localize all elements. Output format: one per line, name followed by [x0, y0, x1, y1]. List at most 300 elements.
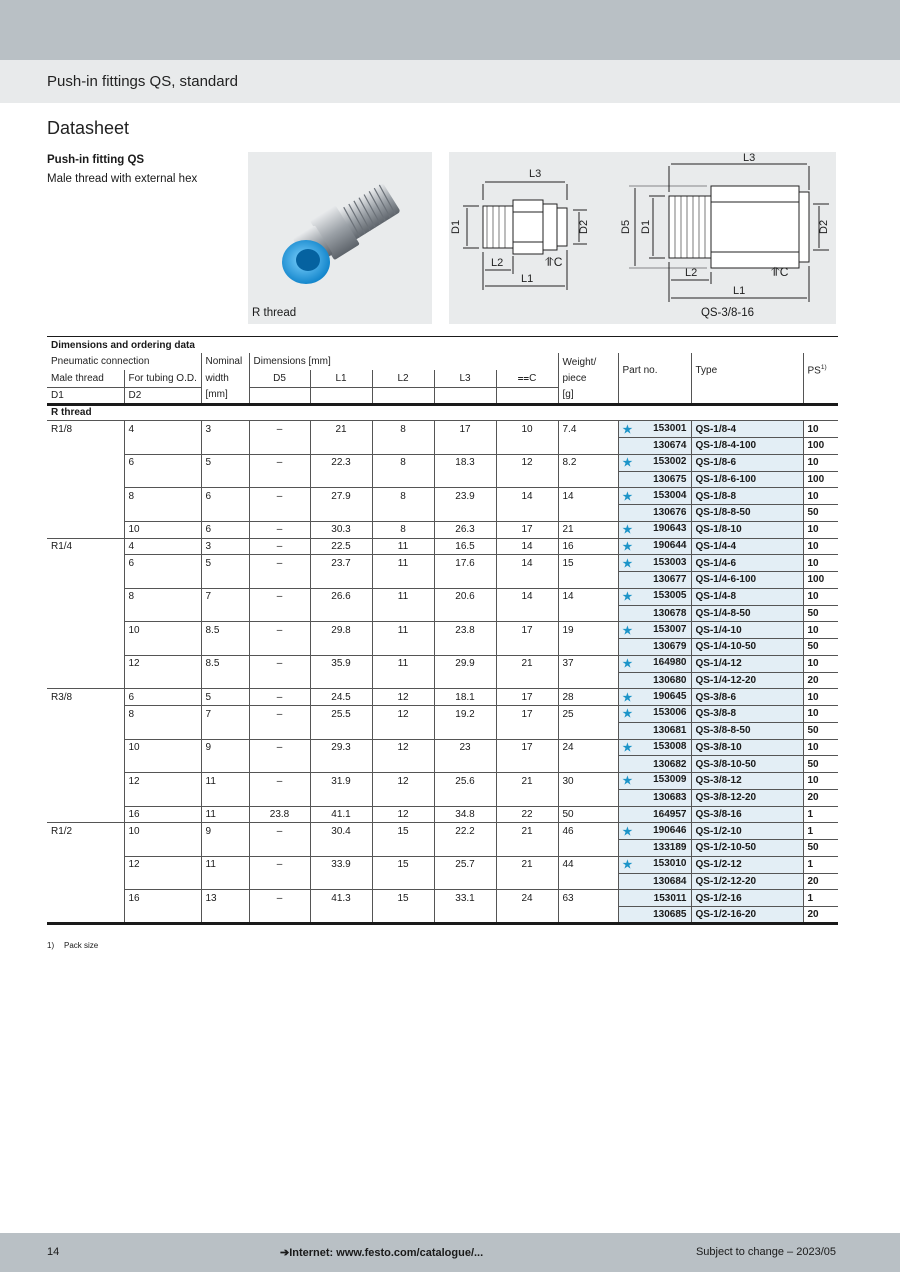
- cell-hex: [496, 521, 558, 538]
- cell-tube: [124, 605, 201, 622]
- cell-thread: [47, 655, 124, 672]
- value-w: 46: [562, 825, 574, 837]
- product-title: Push-in fitting QS: [47, 154, 145, 166]
- cell-tube: [124, 421, 201, 438]
- cell-nw: [201, 438, 249, 455]
- value-type: QS-1/2-16: [695, 892, 742, 904]
- value-d5: –: [276, 591, 283, 603]
- cell-tube: [124, 521, 201, 538]
- table-head: [47, 337, 838, 421]
- cell-w: [558, 789, 618, 806]
- value-type: QS-3/8-16: [695, 808, 742, 820]
- cell-d5: [249, 689, 310, 706]
- cell-l3: [434, 421, 496, 438]
- cell-part: [618, 907, 691, 924]
- cell-l2: [372, 421, 434, 438]
- cell-l1: [310, 505, 372, 522]
- footnote-number: 1): [47, 941, 55, 950]
- value-part: 153005: [653, 590, 687, 602]
- cell-nw: [201, 555, 249, 572]
- table-row: [47, 555, 838, 572]
- table-row: [47, 505, 838, 522]
- value-ps: 1: [807, 825, 814, 837]
- top-bar: [0, 0, 900, 60]
- cell-l1: [310, 521, 372, 538]
- cell-tube: [124, 773, 201, 790]
- star-icon: ★: [622, 557, 633, 570]
- cell-l2: [372, 588, 434, 605]
- cell-hex: [496, 773, 558, 790]
- cell-nw: [201, 538, 249, 555]
- table-row: [47, 840, 838, 857]
- cell-tube: [124, 588, 201, 605]
- cell-thread: [47, 907, 124, 924]
- value-w: 7.4: [562, 423, 577, 435]
- cell-d5: [249, 488, 310, 505]
- value-nw: 3: [205, 423, 212, 435]
- value-w: 30: [562, 775, 574, 787]
- value-hex: 21: [521, 825, 533, 837]
- table-row: [47, 739, 838, 756]
- page-number: 14: [47, 1246, 60, 1258]
- value-ps: 1: [807, 892, 814, 904]
- table-row: [47, 488, 838, 505]
- value-part: 153006: [653, 707, 687, 719]
- cell-part: [618, 739, 691, 756]
- cell-l1: [310, 488, 372, 505]
- table-row: [47, 421, 838, 438]
- cell-nw: [201, 505, 249, 522]
- value-type: QS-1/8-4: [695, 423, 737, 435]
- value-l3: 17: [459, 423, 471, 435]
- cell-ps: [803, 873, 838, 890]
- cell-type: [691, 438, 803, 455]
- value-nw: 11: [205, 775, 216, 787]
- value-hex: 12: [521, 457, 533, 469]
- cell-type: [691, 823, 803, 840]
- cell-part: [618, 840, 691, 857]
- cell-thread: [47, 706, 124, 723]
- value-l1: 30.4: [331, 825, 351, 837]
- value-l3: 25.6: [455, 775, 475, 787]
- cell-l3: [434, 722, 496, 739]
- header-ps-cell: [803, 353, 838, 387]
- cell-nw: [201, 672, 249, 689]
- cell-w: [558, 538, 618, 555]
- cell-l1: [310, 773, 372, 790]
- value-type: QS-1/4-8-50: [695, 607, 751, 619]
- ordering-table: [47, 336, 838, 925]
- header-ps: PS: [807, 365, 821, 377]
- value-l1: 24.5: [331, 691, 351, 703]
- header-pneumatic: Pneumatic connection: [51, 356, 150, 368]
- cell-d5: [249, 454, 310, 471]
- cell-nw: [201, 856, 249, 873]
- table-row: [47, 773, 838, 790]
- value-w: 44: [562, 859, 574, 871]
- value-ps: 50: [807, 607, 819, 619]
- cell-w: [558, 572, 618, 589]
- cell-l2: [372, 907, 434, 924]
- value-l3: 23.9: [455, 490, 475, 502]
- table-row: [47, 789, 838, 806]
- table-row: [47, 856, 838, 873]
- value-part: 130683: [653, 792, 687, 804]
- cell-l3: [434, 438, 496, 455]
- cell-d5: [249, 789, 310, 806]
- value-l1: 23.7: [331, 557, 351, 569]
- cell-hex: [496, 907, 558, 924]
- cell-part: [618, 555, 691, 572]
- value-thread: R1/2: [51, 825, 73, 837]
- table-row: [47, 806, 838, 823]
- cell-part: [618, 505, 691, 522]
- cell-d5: [249, 907, 310, 924]
- cell-nw: [201, 756, 249, 773]
- header-g: [g]: [558, 387, 618, 404]
- cell-type: [691, 873, 803, 890]
- value-type: QS-1/4-8: [695, 591, 737, 603]
- cell-d5: [249, 840, 310, 857]
- cell-l2: [372, 806, 434, 823]
- cell-ps: [803, 588, 838, 605]
- label-l1-right: L1: [733, 285, 746, 297]
- cell-hex: [496, 454, 558, 471]
- cell-l2: [372, 438, 434, 455]
- value-ps: 10: [807, 524, 819, 536]
- value-ps: 10: [807, 540, 819, 552]
- value-l1: 31.9: [331, 775, 351, 787]
- value-hex: 17: [521, 524, 533, 536]
- cell-tube: [124, 572, 201, 589]
- value-ps: 20: [807, 792, 819, 804]
- value-type: QS-3/8-6: [695, 691, 737, 703]
- value-ps: 10: [807, 775, 819, 787]
- cell-l2: [372, 521, 434, 538]
- cell-ps: [803, 471, 838, 488]
- value-l1: 26.6: [331, 591, 351, 603]
- header-band: [0, 60, 900, 103]
- value-tube: 6: [128, 557, 135, 569]
- cell-d5: [249, 856, 310, 873]
- cell-l1: [310, 438, 372, 455]
- footer-bar: [0, 1233, 900, 1272]
- value-part: 130677: [653, 574, 687, 586]
- cell-type: [691, 672, 803, 689]
- cell-d5: [249, 421, 310, 438]
- value-d5: –: [276, 658, 283, 670]
- cell-w: [558, 773, 618, 790]
- cell-type: [691, 789, 803, 806]
- cell-tube: [124, 722, 201, 739]
- value-type: QS-1/2-12-20: [695, 875, 757, 887]
- photo-caption: R thread: [252, 307, 297, 319]
- cell-thread: [47, 672, 124, 689]
- table-row: [47, 639, 838, 656]
- value-hex: 24: [521, 892, 533, 904]
- section-r-thread: R thread: [47, 404, 838, 421]
- internet-link[interactable]: ➔Internet: www.festo.com/catalogue/...: [280, 1247, 484, 1259]
- cell-part: [618, 856, 691, 873]
- cell-l3: [434, 706, 496, 723]
- cell-type: [691, 756, 803, 773]
- cell-type: [691, 471, 803, 488]
- table-row: [47, 907, 838, 924]
- cell-d5: [249, 471, 310, 488]
- cell-l1: [310, 421, 372, 438]
- value-part: 130685: [653, 908, 687, 920]
- header-weight-group: [558, 353, 618, 387]
- cell-thread: [47, 756, 124, 773]
- cell-nw: [201, 840, 249, 857]
- value-part: 190645: [653, 690, 687, 702]
- cell-nw: [201, 706, 249, 723]
- cell-part: [618, 706, 691, 723]
- value-type: QS-1/4-12: [695, 658, 742, 670]
- value-type: QS-3/8-8: [695, 708, 737, 720]
- value-ps: 100: [807, 574, 825, 586]
- cell-d5: [249, 555, 310, 572]
- drawing-caption: QS-3/8-16: [700, 307, 754, 319]
- cell-part: [618, 890, 691, 907]
- cell-thread: [47, 806, 124, 823]
- value-hex: 17: [521, 708, 533, 720]
- value-l2: 15: [397, 825, 409, 837]
- value-part: 153001: [653, 422, 687, 434]
- cell-d5: [249, 739, 310, 756]
- cell-part: [618, 773, 691, 790]
- cell-part: [618, 689, 691, 706]
- cell-type: [691, 706, 803, 723]
- cell-l2: [372, 555, 434, 572]
- cell-l1: [310, 823, 372, 840]
- value-part: 130684: [653, 875, 687, 887]
- value-ps: 100: [807, 440, 825, 452]
- cell-l3: [434, 639, 496, 656]
- value-d5: –: [276, 540, 283, 552]
- cell-l3: [434, 840, 496, 857]
- footnote-text: Pack size: [64, 941, 99, 950]
- value-part: 153002: [653, 456, 687, 468]
- value-l2: 8: [400, 423, 406, 435]
- cell-l1: [310, 454, 372, 471]
- value-ps: 50: [807, 641, 819, 653]
- cell-ps: [803, 689, 838, 706]
- table-row: [47, 588, 838, 605]
- cell-nw: [201, 722, 249, 739]
- cell-ps: [803, 421, 838, 438]
- cell-part: [618, 806, 691, 823]
- value-tube: 8: [128, 708, 135, 720]
- cell-w: [558, 588, 618, 605]
- star-icon: ★: [622, 825, 633, 838]
- value-l2: 11: [397, 540, 409, 552]
- cell-nw: [201, 639, 249, 656]
- cell-w: [558, 722, 618, 739]
- value-part: 153008: [653, 740, 687, 752]
- value-l3: 18.3: [455, 457, 475, 469]
- cell-ps: [803, 890, 838, 907]
- cell-l1: [310, 588, 372, 605]
- cell-hex: [496, 873, 558, 890]
- product-subtitle: Male thread with external hex: [47, 173, 198, 185]
- cell-d5: [249, 538, 310, 555]
- cell-ps: [803, 438, 838, 455]
- cell-thread: [47, 856, 124, 873]
- cell-hex: [496, 689, 558, 706]
- star-icon: ★: [622, 540, 633, 553]
- value-w: 8.2: [562, 457, 577, 469]
- value-l3: 26.3: [455, 524, 475, 536]
- cell-part: [618, 789, 691, 806]
- value-hex: 17: [521, 691, 533, 703]
- value-hex: 21: [521, 775, 533, 787]
- cell-w: [558, 555, 618, 572]
- cell-l3: [434, 622, 496, 639]
- cell-hex: [496, 538, 558, 555]
- value-part: 153011: [653, 892, 687, 904]
- value-nw: 5: [205, 457, 212, 469]
- value-type: QS-1/8-8: [695, 490, 737, 502]
- cell-nw: [201, 739, 249, 756]
- cell-type: [691, 655, 803, 672]
- star-icon: ★: [622, 658, 633, 671]
- table-row: [47, 655, 838, 672]
- cell-l3: [434, 873, 496, 890]
- cell-tube: [124, 555, 201, 572]
- value-part: 153007: [653, 623, 687, 635]
- cell-part: [618, 538, 691, 555]
- cell-l1: [310, 739, 372, 756]
- cell-d5: [249, 773, 310, 790]
- value-nw: 3: [205, 540, 212, 552]
- cell-l2: [372, 572, 434, 589]
- value-l3: 23: [459, 742, 471, 754]
- cell-w: [558, 856, 618, 873]
- cell-l2: [372, 538, 434, 555]
- cell-tube: [124, 672, 201, 689]
- value-tube: 10: [128, 524, 140, 536]
- value-w: 28: [562, 691, 574, 703]
- value-l1: 22.3: [331, 457, 351, 469]
- cell-l2: [372, 756, 434, 773]
- star-icon: ★: [622, 490, 633, 503]
- cell-thread: [47, 873, 124, 890]
- cell-thread: [47, 471, 124, 488]
- cell-thread: [47, 421, 124, 438]
- value-type: QS-1/2-10-50: [695, 842, 757, 854]
- cell-l1: [310, 471, 372, 488]
- value-nw: 7: [205, 591, 212, 603]
- cell-part: [618, 438, 691, 455]
- value-w: 37: [562, 658, 574, 670]
- cell-nw: [201, 873, 249, 890]
- value-l3: 33.1: [455, 892, 475, 904]
- cell-w: [558, 471, 618, 488]
- value-nw: 6: [205, 490, 212, 502]
- cell-l1: [310, 856, 372, 873]
- cell-type: [691, 454, 803, 471]
- cell-thread: [47, 689, 124, 706]
- value-l3: 16.5: [455, 540, 475, 552]
- value-l3: 20.6: [455, 591, 475, 603]
- cell-l3: [434, 555, 496, 572]
- value-part: 130674: [653, 440, 687, 452]
- table-row: [47, 605, 838, 622]
- value-w: 63: [562, 892, 574, 904]
- value-type: QS-3/8-8-50: [695, 725, 751, 737]
- cell-type: [691, 806, 803, 823]
- header-width: width: [201, 370, 249, 387]
- value-l1: 41.3: [331, 892, 351, 904]
- value-part: 190644: [653, 539, 687, 551]
- value-d5: –: [276, 524, 283, 536]
- cell-w: [558, 907, 618, 924]
- cell-part: [618, 521, 691, 538]
- cell-type: [691, 605, 803, 622]
- cell-tube: [124, 706, 201, 723]
- cell-hex: [496, 605, 558, 622]
- cell-tube: [124, 823, 201, 840]
- cell-tube: [124, 856, 201, 873]
- header-male-thread: Male thread: [47, 370, 124, 387]
- cell-part: [618, 873, 691, 890]
- header-hex: ⩵C: [496, 370, 558, 387]
- label-l3-left: L3: [529, 168, 542, 180]
- value-l1: 27.9: [331, 490, 351, 502]
- value-hex: 17: [521, 742, 533, 754]
- table-row: [47, 538, 838, 555]
- value-part: 130682: [653, 758, 687, 770]
- cell-type: [691, 505, 803, 522]
- cell-part: [618, 722, 691, 739]
- cell-type: [691, 521, 803, 538]
- header-tubing: For tubing O.D.: [124, 370, 201, 387]
- cell-nw: [201, 588, 249, 605]
- cell-l1: [310, 789, 372, 806]
- cell-l3: [434, 521, 496, 538]
- value-part: 164980: [653, 657, 687, 669]
- cell-w: [558, 672, 618, 689]
- cell-type: [691, 639, 803, 656]
- cell-ps: [803, 639, 838, 656]
- value-part: 164957: [653, 808, 687, 820]
- cell-thread: [47, 438, 124, 455]
- value-nw: 9: [205, 742, 212, 754]
- value-l3: 19.2: [455, 708, 475, 720]
- cell-part: [618, 756, 691, 773]
- cell-l2: [372, 622, 434, 639]
- value-tube: 12: [128, 775, 140, 787]
- value-ps: 50: [807, 507, 819, 519]
- value-tube: 6: [128, 691, 135, 703]
- cell-ps: [803, 840, 838, 857]
- value-d5: –: [276, 423, 283, 435]
- cell-type: [691, 907, 803, 924]
- cell-w: [558, 840, 618, 857]
- value-ps: 10: [807, 591, 819, 603]
- header-nominal: Nominal: [201, 353, 249, 370]
- value-l1: 25.5: [331, 708, 351, 720]
- value-l2: 12: [397, 775, 409, 787]
- cell-part: [618, 639, 691, 656]
- star-icon: ★: [622, 423, 633, 436]
- cell-hex: [496, 856, 558, 873]
- cell-w: [558, 622, 618, 639]
- cell-thread: [47, 739, 124, 756]
- cell-ps: [803, 454, 838, 471]
- value-tube: 6: [128, 457, 135, 469]
